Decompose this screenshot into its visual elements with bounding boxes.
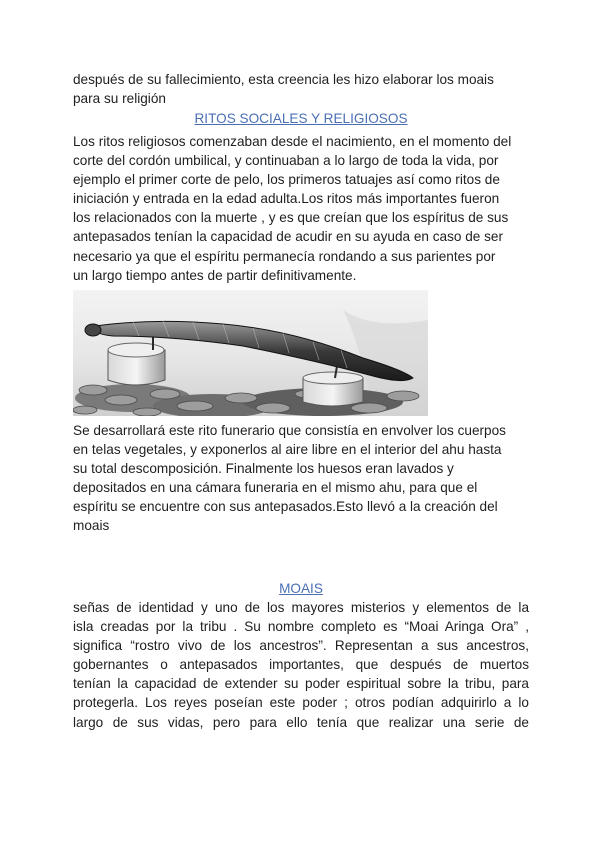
text-line: Se desarrollará este rito funerario que consistía en envolver los cuerpos — [73, 423, 506, 438]
text-line: en telas vegetales, y exponerlos al aire libre en el interior del ahu hasta — [73, 442, 502, 458]
text-line: un largo tiempo antes de partir definitivamente. — [73, 267, 357, 283]
intro-paragraph — [73, 70, 529, 108]
text-line: antepasados tenían la capacidad de acudir en su ayuda en caso de ser — [73, 229, 504, 245]
section-heading-moais — [73, 579, 529, 598]
text-line: su total descomposición. Finalmente los huesos eran lavados y — [73, 461, 454, 477]
text-line: necesario ya que el espíritu permanecía rondando a sus parientes por — [73, 248, 496, 264]
text-line: significa “rostro vivo de los ancestros”. Representan a sus ancestros, — [73, 638, 529, 654]
text-line: los relacionados con la muerte , y es que creían que los espíritus de sus — [73, 210, 509, 226]
text-line: largo de sus vidas, pero para ello tenía que realizar una serie de — [73, 714, 529, 730]
moais-heading-link[interactable]: MOAIS — [279, 581, 323, 596]
text-line: protegerla. Los reyes poseían este poder ; otros podían adquirirlo a lo — [73, 695, 529, 711]
ritos-heading-link[interactable]: RITOS SOCIALES Y RELIGIOSOS — [194, 111, 408, 126]
funeral-rite-illustration — [73, 290, 428, 416]
text-line: después de su fallecimiento, esta creencia les hizo elaborar los moais — [73, 72, 494, 87]
text-line: iniciación y entrada en la edad adulta.Los ritos más importantes fueron — [73, 191, 500, 207]
text-line: tenían la capacidad de extender su poder espiritual sobre la tribu, para — [73, 676, 529, 692]
ritos-paragraph — [73, 132, 529, 285]
text-line: corte del cordón umbilical, y continuaban a lo largo de toda la vida, por — [73, 153, 499, 169]
text-line: gobernantes o antepasados importantes, que después de muertos — [73, 657, 529, 673]
moais-paragraph — [73, 598, 529, 732]
text-line: ejemplo el primer corte de pelo, los primeros tatuajes así como ritos de — [73, 172, 500, 188]
section-heading-ritos — [73, 109, 529, 128]
text-line: Los ritos religiosos comenzaban desde el nacimiento, en el momento del — [73, 134, 512, 149]
text-line: depositados en una cámara funeraria en el mismo ahu, para que el — [73, 480, 478, 496]
text-line: isla creadas por la tribu . Su nombre completo es “Moai Aringa Ora” , — [73, 619, 529, 635]
text-line: espíritu se encuentre con sus antepasados.Esto llevó a la creación del — [73, 499, 498, 515]
text-line: para su religión — [73, 91, 166, 107]
text-line: moais — [73, 518, 110, 534]
funeral-rite-paragraph — [73, 421, 529, 536]
text-line: señas de identidad y uno de los mayores misterios y elementos de la — [73, 600, 529, 615]
